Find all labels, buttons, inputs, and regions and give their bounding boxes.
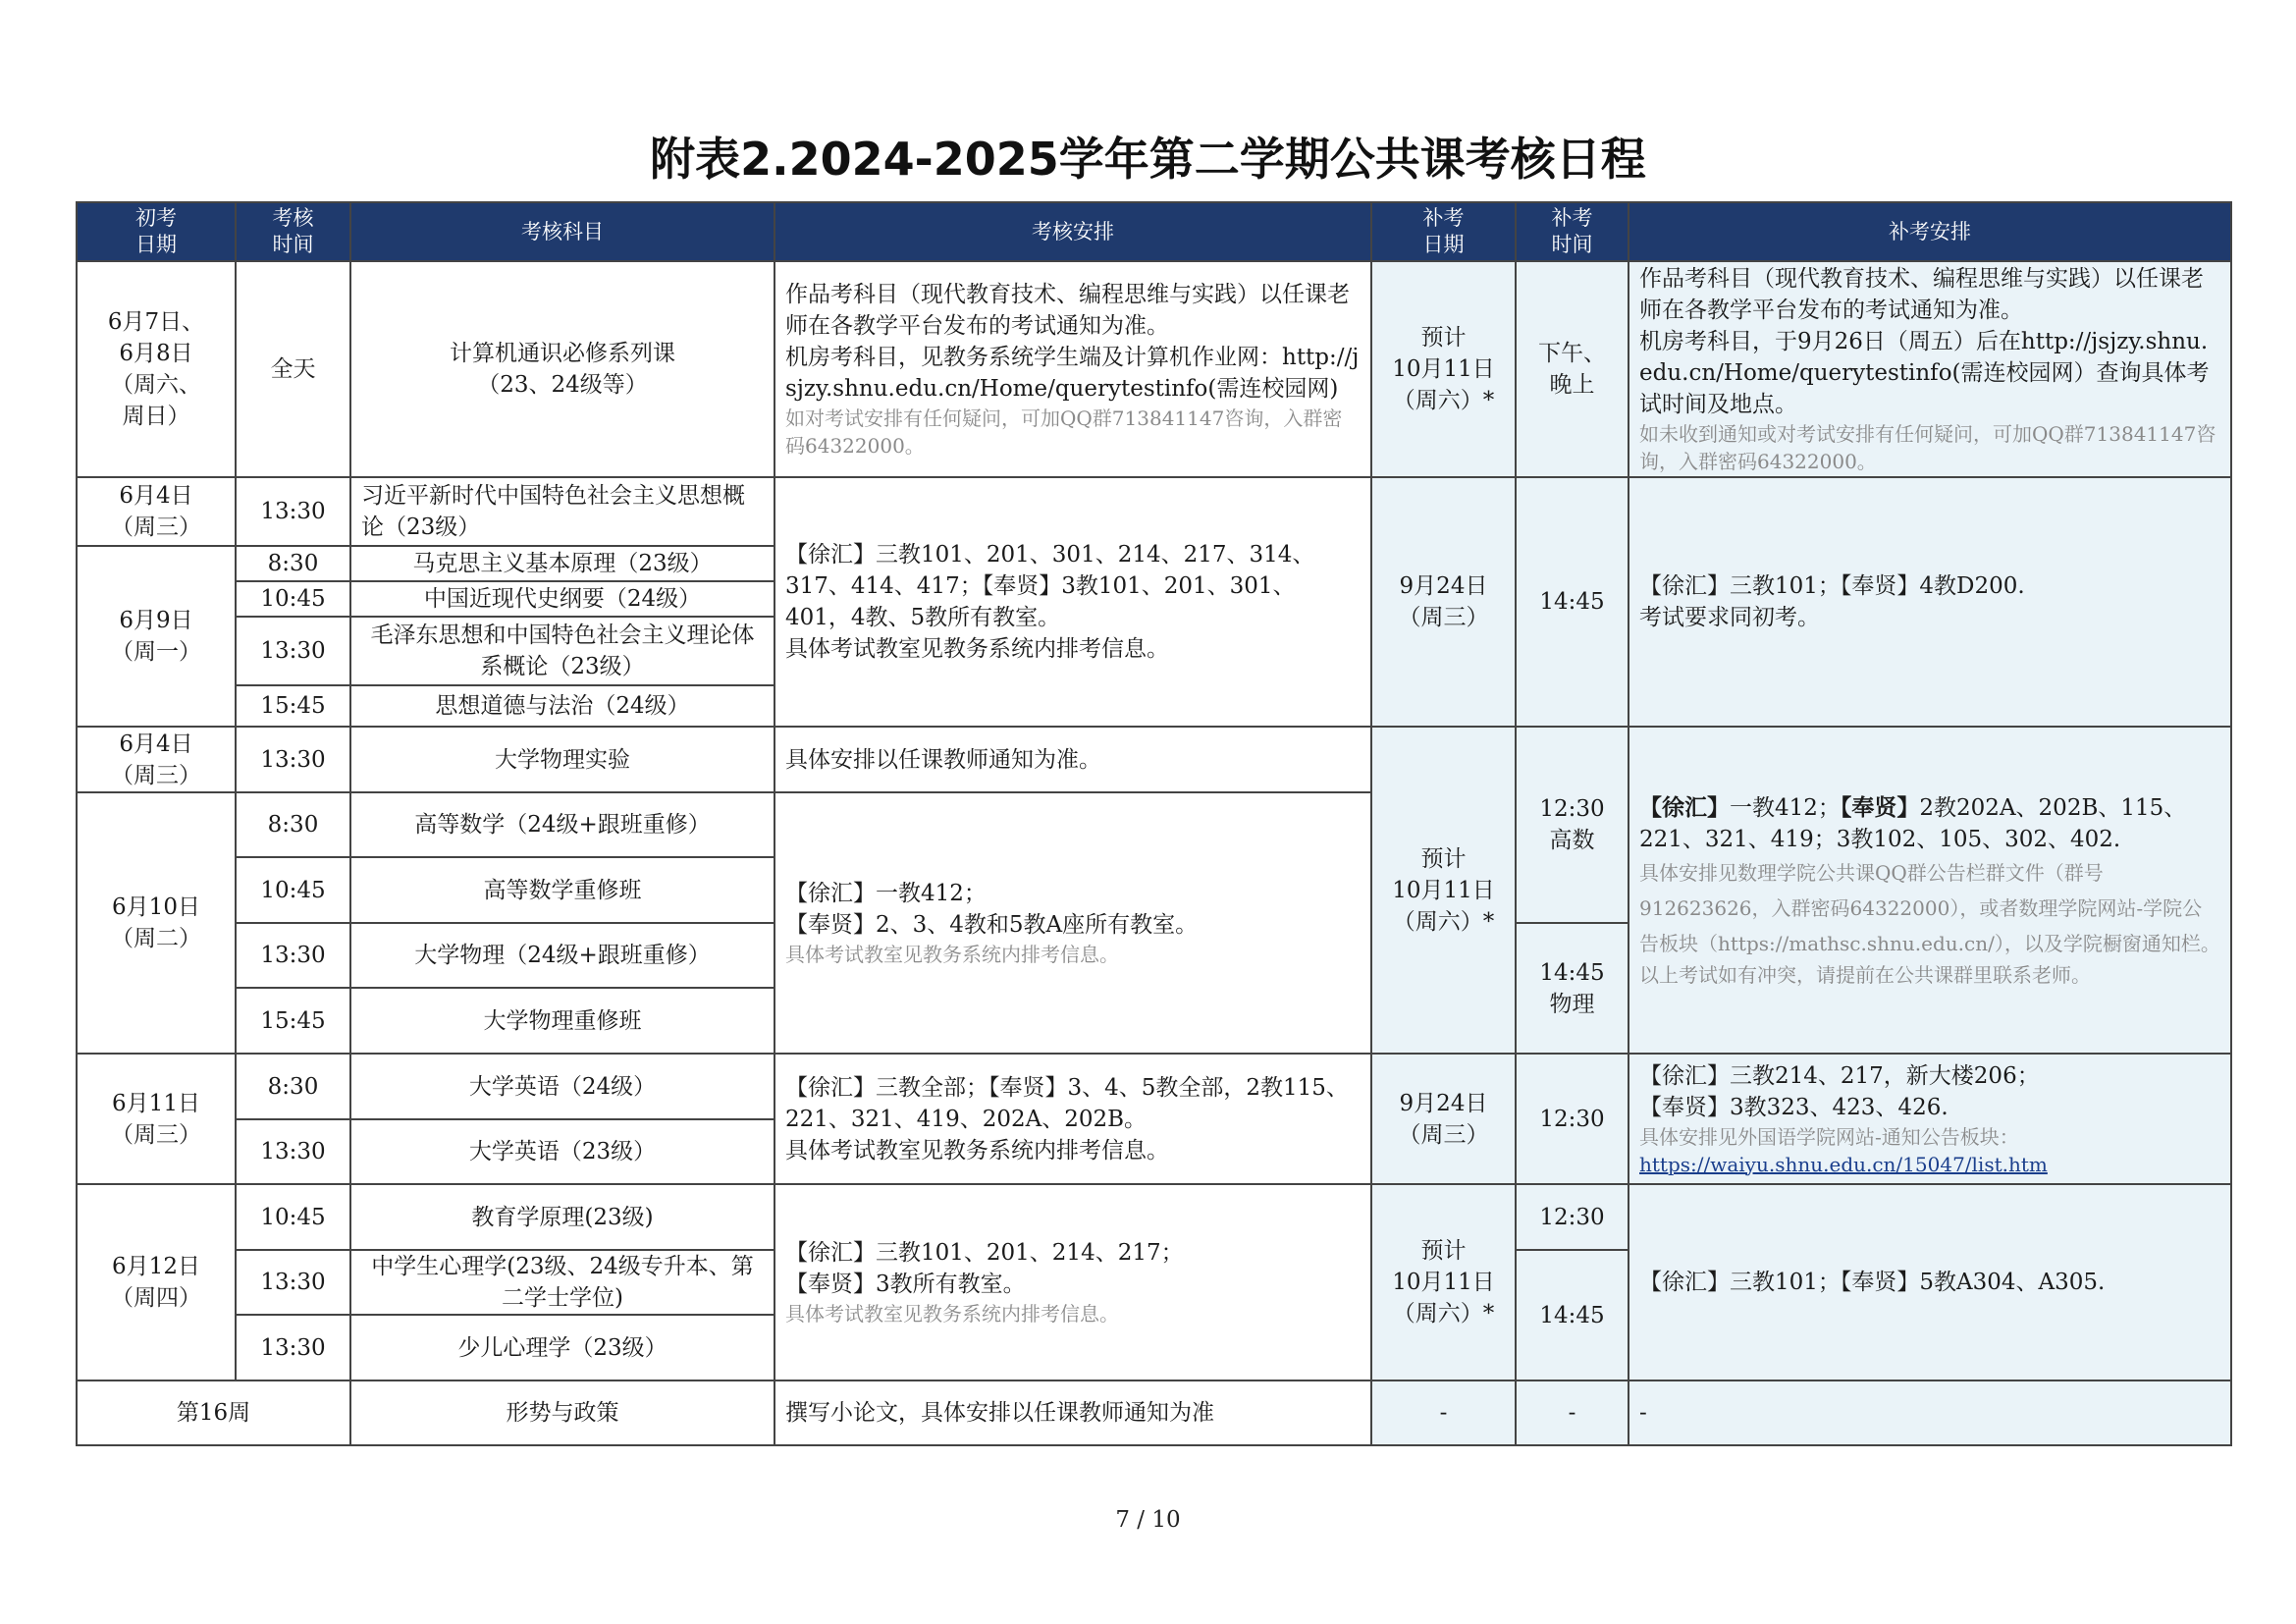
subject-cell: 中国近现代史纲要（24级） (350, 581, 774, 617)
table-row (77, 727, 2231, 792)
exam-time-cell: 13:30 (236, 727, 350, 792)
makeup-time-cell: 12:30 高数 (1516, 727, 1629, 923)
makeup-time-cell: 14:45 (1516, 1250, 1629, 1380)
header-row (77, 202, 2231, 261)
page-number: 7 / 10 (1115, 1507, 1181, 1533)
subject-cell: 大学物理实验 (350, 727, 774, 792)
arrangement-cell: 作品考科目（现代教育技术、编程思维与实践）以任课老师在各教学平台发布的考试通知为准。 机房考科目，见教务系统学生端及计算机作业网：http://jsjzy.shnu.edu.cn/Home/querytestinfo(需连校园网) 如对考试安排有任何疑问，可加QQ群713841147咨询，入群密码64322000。 (774, 261, 1371, 477)
makeup-arrangement-cell: 【徐汇】三教101；【奉贤】4教D200. 考试要求同初考。 (1629, 477, 2231, 727)
makeup-time-cell: 14:45 (1516, 477, 1629, 727)
subject-cell: 教育学原理(23级) (350, 1184, 774, 1250)
header-exam-time: 考核 时间 (236, 202, 350, 261)
makeup-date-cell: 9月24日 （周三） (1371, 1054, 1516, 1184)
exam-time-cell: 13:30 (236, 1250, 350, 1315)
subject-cell: 思想道德与法治（24级） (350, 685, 774, 727)
exam-time-cell: 15:45 (236, 685, 350, 727)
header-subject: 考核科目 (350, 202, 774, 261)
makeup-arrangement-cell: 【徐汇】三教101；【奉贤】5教A304、A305. (1629, 1184, 2231, 1380)
arrangement-cell: 【徐汇】一教412； 【奉贤】2、3、4教和5教A座所有教室。 具体考试教室见教务系统内排考信息。 (774, 792, 1371, 1054)
arrangement-cell: 撰写小论文，具体安排以任课教师通知为准 (774, 1380, 1371, 1445)
exam-date-cell: 6月9日 （周一） (77, 546, 236, 727)
arrangement-cell: 【徐汇】三教101、201、214、217； 【奉贤】3教所有教室。 具体考试教室见教务系统内排考信息。 (774, 1184, 1371, 1380)
week-cell: 第16周 (77, 1380, 350, 1445)
subject-cell: 大学英语（23级） (350, 1119, 774, 1184)
makeup-date-cell: 预计 10月11日 （周六）* (1371, 727, 1516, 1054)
exam-time-cell: 13:30 (236, 1119, 350, 1184)
makeup-time-cell: - (1516, 1380, 1629, 1445)
makeup-time-cell: 12:30 (1516, 1054, 1629, 1184)
exam-time-cell: 全天 (236, 261, 350, 477)
arrangement-cell: 【徐汇】三教101、201、301、214、217、314、317、414、417；【奉贤】3教101、201、301、401，4教、5教所有教室。 具体考试教室见教务系统内排考信息。 (774, 477, 1371, 727)
subject-cell: 毛泽东思想和中国特色社会主义理论体系概论（23级） (350, 617, 774, 685)
exam-time-cell: 15:45 (236, 988, 350, 1054)
makeup-arrangement-cell: 【徐汇】一教412；【奉贤】2教202A、202B、115、221、321、419；3教102、105、302、402. 具体安排见数理学院公共课QQ群公告栏群文件（群号912623626，入群密码64322000），或者数理学院网站-学院公告板块（https://mathsc.shnu.edu.cn/），以及学院橱窗通知栏。 以上考试如有冲突，请提前在公共课群里联系老师。 (1629, 727, 2231, 1054)
exam-time-cell: 13:30 (236, 1315, 350, 1380)
table-row (77, 1380, 2231, 1445)
exam-date-cell: 6月12日 （周四） (77, 1184, 236, 1380)
header-makeup-time: 补考 时间 (1516, 202, 1629, 261)
page-title: 附表2.2024-2025学年第二学期公共课考核日程 (650, 133, 1646, 186)
subject-cell: 形势与政策 (350, 1380, 774, 1445)
makeup-date-cell: 9月24日 （周三） (1371, 477, 1516, 727)
header-arrangement: 考核安排 (774, 202, 1371, 261)
header-makeup-date: 补考 日期 (1371, 202, 1516, 261)
exam-date-cell: 6月7日、 6月8日 （周六、 周日） (77, 261, 236, 477)
arrangement-cell: 【徐汇】三教全部；【奉贤】3、4、5教全部，2教115、221、321、419、202A、202B。 具体考试教室见教务系统内排考信息。 (774, 1054, 1371, 1184)
subject-cell: 习近平新时代中国特色社会主义思想概论（23级） (350, 477, 774, 546)
exam-schedule-table (76, 201, 2232, 1446)
exam-time-cell: 13:30 (236, 923, 350, 988)
subject-cell: 少儿心理学（23级） (350, 1315, 774, 1380)
table-row (77, 1184, 2231, 1250)
table-row (77, 261, 2231, 477)
subject-cell: 大学物理（24级+跟班重修） (350, 923, 774, 988)
arrangement-cell: 具体安排以任课教师通知为准。 (774, 727, 1371, 792)
exam-time-cell: 8:30 (236, 1054, 350, 1119)
exam-date-cell: 6月10日 （周二） (77, 792, 236, 1054)
exam-date-cell: 6月4日 （周三） (77, 477, 236, 546)
makeup-arrangement-cell: - (1629, 1380, 2231, 1445)
makeup-arrangement-cell: 【徐汇】三教214、217，新大楼206； 【奉贤】3教323、423、426. 具体安排见外国语学院网站-通知公告板块： https://waiyu.shnu.edu.cn/15047/list.htm (1629, 1054, 2231, 1184)
waiyu-link[interactable]: https://waiyu.shnu.edu.cn/15047/list.htm (1639, 1152, 2048, 1176)
table-row (77, 477, 2231, 546)
exam-time-cell: 8:30 (236, 792, 350, 857)
subject-cell: 马克思主义基本原理（23级） (350, 546, 774, 581)
table-row (77, 1054, 2231, 1119)
header-makeup-arrangement: 补考安排 (1629, 202, 2231, 261)
exam-time-cell: 13:30 (236, 477, 350, 546)
makeup-time-cell: 下午、 晚上 (1516, 261, 1629, 477)
makeup-date-cell: 预计 10月11日 （周六）* (1371, 1184, 1516, 1380)
exam-time-cell: 13:30 (236, 617, 350, 685)
header-exam-date: 初考 日期 (77, 202, 236, 261)
makeup-time-cell: 14:45 物理 (1516, 923, 1629, 1054)
subject-cell: 大学英语（24级） (350, 1054, 774, 1119)
subject-cell: 中学生心理学(23级、24级专升本、第二学士学位) (350, 1250, 774, 1315)
makeup-arrangement-cell: 作品考科目（现代教育技术、编程思维与实践）以任课老师在各教学平台发布的考试通知为准。 机房考科目，于9月26日（周五）后在http://jsjzy.shnu.edu.cn/Home/querytestinfo(需连校园网）查询具体考试时间及地点。 如未收到通知或对考试安排有任何疑问，可加QQ群713841147咨询，入群密码64322000。 (1629, 261, 2231, 477)
makeup-date-cell: - (1371, 1380, 1516, 1445)
makeup-date-cell: 预计 10月11日 （周六）* (1371, 261, 1516, 477)
subject-cell: 大学物理重修班 (350, 988, 774, 1054)
subject-cell: 计算机通识必修系列课 （23、24级等） (350, 261, 774, 477)
exam-time-cell: 8:30 (236, 546, 350, 581)
subject-cell: 高等数学（24级+跟班重修） (350, 792, 774, 857)
exam-time-cell: 10:45 (236, 581, 350, 617)
makeup-time-cell: 12:30 (1516, 1184, 1629, 1250)
exam-time-cell: 10:45 (236, 1184, 350, 1250)
exam-date-cell: 6月4日 （周三） (77, 727, 236, 792)
exam-time-cell: 10:45 (236, 857, 350, 923)
subject-cell: 高等数学重修班 (350, 857, 774, 923)
exam-date-cell: 6月11日 （周三） (77, 1054, 236, 1184)
